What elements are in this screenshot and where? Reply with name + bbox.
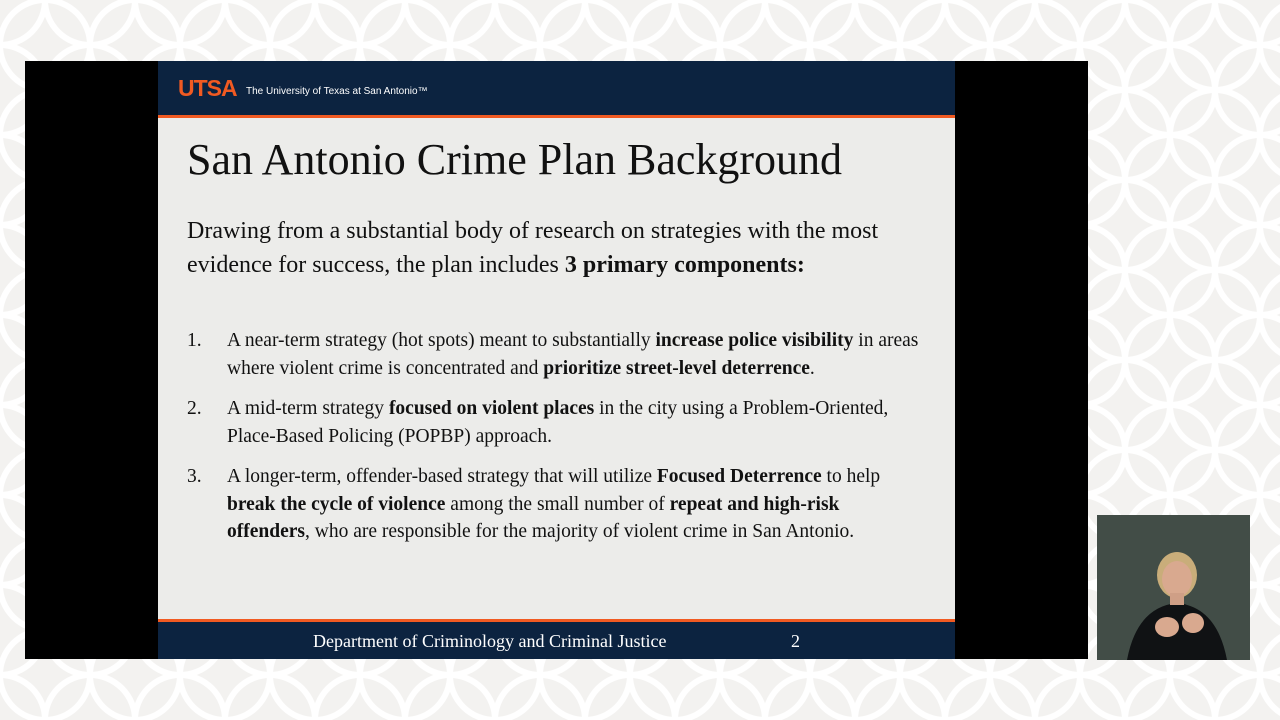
item-bold-text: increase police visibility bbox=[655, 330, 854, 351]
utsa-logo: UTSA bbox=[178, 75, 237, 101]
item-bold-text: prioritize street-level deterrence bbox=[543, 357, 810, 379]
interpreter-figure bbox=[1097, 515, 1250, 660]
list-item bbox=[187, 463, 927, 546]
footer-department: Department of Criminology and Criminal Justice bbox=[313, 631, 667, 651]
list-item bbox=[187, 395, 927, 450]
item-bold-text: focused on violent places bbox=[388, 398, 595, 419]
list-item bbox=[187, 327, 927, 382]
item-bold-text: break the cycle of violence bbox=[227, 493, 446, 515]
slide-header bbox=[158, 61, 955, 118]
item-text: in areas where violent crime is concentrated and bbox=[227, 330, 919, 379]
item-number: 2. bbox=[187, 398, 202, 419]
item-number: 1. bbox=[187, 330, 202, 351]
slide-footer bbox=[158, 619, 955, 659]
item-text: in the city using a Problem-Oriented, Place-Based Policing (POPBP) approach. bbox=[227, 398, 889, 447]
intro-paragraph bbox=[187, 214, 927, 282]
intro-text: Drawing from a substantial body of research on strategies with the most evidence for success, the plan includes bbox=[187, 218, 879, 278]
interpreter-video bbox=[1097, 515, 1250, 660]
slide bbox=[158, 61, 955, 659]
item-text: . bbox=[809, 357, 815, 379]
item-number: 3. bbox=[187, 466, 202, 487]
item-text: among the small number of bbox=[445, 493, 670, 515]
institution-name: The University of Texas at San Antonio™ bbox=[246, 86, 428, 97]
item-text: A longer-term, offender-based strategy that will utilize bbox=[227, 466, 657, 487]
intro-bold-text: 3 primary components: bbox=[564, 252, 805, 278]
item-text: , who are responsible for the majority of violent crime in San Antonio. bbox=[304, 521, 855, 542]
item-text: to help bbox=[821, 466, 881, 487]
item-text: A mid-term strategy bbox=[227, 398, 389, 419]
item-bold-text: repeat and high-risk offenders bbox=[227, 493, 840, 542]
item-text: A near-term strategy (hot spots) meant to substantially bbox=[227, 330, 656, 351]
page-number: 2 bbox=[791, 631, 800, 651]
components-list bbox=[187, 327, 927, 546]
slide-title: San Antonio Crime Plan Background bbox=[187, 135, 843, 184]
item-bold-text: Focused Deterrence bbox=[656, 466, 822, 487]
